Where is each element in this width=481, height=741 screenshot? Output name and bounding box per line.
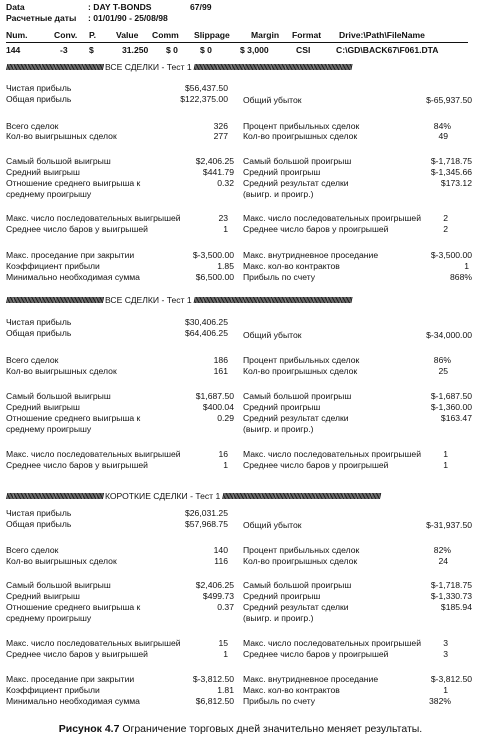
figure-number: Рисунок 4.7 bbox=[58, 723, 120, 735]
largest-loss-label: Самый большой проигрыш bbox=[243, 580, 352, 590]
max-consec-loss-value: 1 bbox=[443, 449, 448, 459]
ratio-label: Отношение среднего выигрыша к bbox=[6, 602, 141, 612]
column-header: Num. bbox=[6, 30, 28, 40]
avg-loss-label: Средний проигрыш bbox=[243, 591, 321, 601]
winning-trades-value: 277 bbox=[213, 131, 228, 141]
ratio-label: среднему проигрышу bbox=[6, 424, 92, 434]
avg-win-label: Средний выигрыш bbox=[6, 402, 80, 412]
avg-bars-loss-value: 3 bbox=[443, 649, 448, 659]
avg-win-label: Средний выигрыш bbox=[6, 167, 80, 177]
gross-profit-label: Общая прибыль bbox=[6, 328, 72, 338]
gross-loss-value: $-31,937.50 bbox=[426, 520, 472, 530]
avg-trade-label: (выигр. и проигр.) bbox=[243, 424, 314, 434]
avg-trade-value: $185.94 bbox=[440, 602, 472, 612]
gross-profit-label: Общая прибыль bbox=[6, 94, 72, 104]
avg-win-value: $499.73 bbox=[202, 591, 234, 601]
largest-loss-value: $-1,718.75 bbox=[430, 156, 472, 166]
winning-trades-value: 161 bbox=[213, 366, 228, 376]
header-rule bbox=[6, 42, 468, 43]
avg-trade-value: $163.47 bbox=[440, 413, 472, 423]
ratio-label: среднему проигрышу bbox=[6, 189, 92, 199]
slash-rule: ////////////////////////////////////////////////////////////////////// bbox=[6, 492, 104, 501]
return-value: 382% bbox=[429, 696, 451, 706]
total-trades-value: 186 bbox=[213, 355, 228, 365]
largest-loss-label: Самый большой проигрыш bbox=[243, 391, 352, 401]
winning-trades-label: Кол-во выигрышных сделок bbox=[6, 131, 117, 141]
losing-trades-value: 24 bbox=[438, 556, 448, 566]
ratio-label: Отношение среднего выигрыша к bbox=[6, 413, 141, 423]
dates-label: Расчетные даты bbox=[6, 13, 77, 23]
cell-num: 144 bbox=[6, 45, 21, 55]
slash-rule: ////////////////////////////////////////////////////////////////////////////////////////////////////////////////// bbox=[193, 63, 352, 72]
slash-rule: ////////////////////////////////////////////////////////////////////// bbox=[6, 63, 104, 72]
section-separator bbox=[6, 492, 476, 501]
avg-trade-label: (выигр. и проигр.) bbox=[243, 613, 314, 623]
max-consec-win-value: 23 bbox=[218, 213, 228, 223]
avg-bars-win-label: Среднее число баров у выигрышей bbox=[6, 460, 148, 470]
section-separator bbox=[6, 63, 476, 72]
largest-win-label: Самый большой выигрыш bbox=[6, 580, 111, 590]
ratio-value: 0.29 bbox=[217, 413, 234, 423]
largest-loss-label: Самый большой проигрыш bbox=[243, 156, 352, 166]
ratio-label: Отношение среднего выигрыша к bbox=[6, 178, 141, 188]
gross-loss-value: $-34,000.00 bbox=[426, 330, 472, 340]
profit-factor-label: Коэффициент прибыли bbox=[6, 685, 100, 695]
slash-rule: ////////////////////////////////////////////////////////////////////// bbox=[6, 296, 104, 305]
data-code: 67/99 bbox=[190, 2, 212, 12]
max-consec-win-label: Макс. число последовательных выигрышей bbox=[6, 213, 181, 223]
max-consec-loss-value: 2 bbox=[443, 213, 448, 223]
max-contracts-value: 1 bbox=[464, 261, 469, 271]
min-account-value: $6,812.50 bbox=[195, 696, 234, 706]
largest-win-value: $1,687.50 bbox=[195, 391, 234, 401]
max-consec-loss-label: Макс. число последовательных проигрышей bbox=[243, 213, 422, 223]
total-trades-label: Всего сделок bbox=[6, 545, 59, 555]
column-header: Conv. bbox=[54, 30, 78, 40]
winning-trades-label: Кол-во выигрышных сделок bbox=[6, 556, 117, 566]
avg-win-label: Средний выигрыш bbox=[6, 591, 80, 601]
pct-profitable-value: 82% bbox=[433, 545, 451, 555]
profit-factor-value: 1.81 bbox=[217, 685, 234, 695]
pct-profitable-label: Процент прибыльных сделок bbox=[243, 545, 360, 555]
net-profit-value: $30,406.25 bbox=[184, 317, 228, 327]
avg-bars-loss-label: Среднее число баров у проигрышей bbox=[243, 460, 389, 470]
pct-profitable-value: 86% bbox=[433, 355, 451, 365]
return-label: Прибыль по счету bbox=[243, 696, 316, 706]
avg-bars-win-label: Среднее число баров у выигрышей bbox=[6, 224, 148, 234]
cell-format: CSI bbox=[296, 45, 311, 55]
max-consec-loss-label: Макс. число последовательных проигрышей bbox=[243, 638, 422, 648]
max-dd-close-value: $-3,812.50 bbox=[192, 674, 234, 684]
gross-loss-label: Общий убыток bbox=[243, 95, 302, 105]
slash-rule: ////////////////////////////////////////////////////////////////////////////////////////////////////////////////// bbox=[222, 492, 381, 501]
total-trades-value: 326 bbox=[213, 121, 228, 131]
gross-loss-label: Общий убыток bbox=[243, 330, 302, 340]
losing-trades-label: Кол-во проигрышных сделок bbox=[243, 556, 358, 566]
losing-trades-label: Кол-во проигрышных сделок bbox=[243, 131, 358, 141]
avg-loss-value: $-1,330.73 bbox=[430, 591, 472, 601]
max-dd-intra-label: Макс. внутридневное проседание bbox=[243, 250, 379, 260]
gross-loss-label: Общий убыток bbox=[243, 520, 302, 530]
min-account-value: $6,500.00 bbox=[195, 272, 234, 282]
avg-trade-label: (выигр. и проигр.) bbox=[243, 189, 314, 199]
max-dd-close-label: Макс. проседание при закрытии bbox=[6, 674, 135, 684]
avg-loss-value: $-1,345.66 bbox=[430, 167, 472, 177]
losing-trades-value: 49 bbox=[438, 131, 448, 141]
avg-trade-label: Средний результат сделки bbox=[243, 413, 349, 423]
net-profit-value: $26,031.25 bbox=[184, 508, 228, 518]
avg-trade-value: $173.12 bbox=[440, 178, 472, 188]
cell-conv: -3 bbox=[60, 45, 68, 55]
slash-rule: ////////////////////////////////////////////////////////////////////////////////////////////////////////////////// bbox=[193, 296, 352, 305]
avg-trade-label: Средний результат сделки bbox=[243, 602, 349, 612]
dates-value: : 01/01/90 - 25/08/98 bbox=[88, 13, 168, 23]
avg-loss-value: $-1,360.00 bbox=[430, 402, 472, 412]
ratio-value: 0.37 bbox=[217, 602, 234, 612]
largest-loss-value: $-1,687.50 bbox=[430, 391, 472, 401]
largest-win-label: Самый большой выигрыш bbox=[6, 156, 111, 166]
pct-profitable-label: Процент прибыльных сделок bbox=[243, 355, 360, 365]
column-header: Comm bbox=[152, 30, 179, 40]
gross-profit-label: Общая прибыль bbox=[6, 519, 72, 529]
gross-loss-value: $-65,937.50 bbox=[426, 95, 472, 105]
avg-trade-label: Средний результат сделки bbox=[243, 178, 349, 188]
pct-profitable-value: 84% bbox=[433, 121, 451, 131]
largest-win-value: $2,406.25 bbox=[195, 580, 234, 590]
section-separator bbox=[6, 296, 476, 305]
ratio-value: 0.32 bbox=[217, 178, 234, 188]
data-label: Data bbox=[6, 2, 25, 12]
max-contracts-label: Макс. кол-во контрактов bbox=[243, 261, 340, 271]
largest-win-label: Самый большой выигрыш bbox=[6, 391, 111, 401]
max-consec-win-value: 15 bbox=[218, 638, 228, 648]
min-account-label: Минимально необходимая сумма bbox=[6, 272, 140, 282]
cell-comm: $ 0 bbox=[166, 45, 178, 55]
column-header: Slippage bbox=[194, 30, 230, 40]
max-contracts-label: Макс. кол-во контрактов bbox=[243, 685, 340, 695]
avg-bars-win-value: 1 bbox=[223, 460, 228, 470]
cell-value: 31.250 bbox=[122, 45, 149, 55]
pct-profitable-label: Процент прибыльных сделок bbox=[243, 121, 360, 131]
max-dd-intra-label: Макс. внутридневное проседание bbox=[243, 674, 379, 684]
winning-trades-value: 116 bbox=[214, 556, 228, 566]
avg-loss-label: Средний проигрыш bbox=[243, 167, 321, 177]
net-profit-label: Чистая прибыль bbox=[6, 317, 72, 327]
avg-bars-loss-value: 2 bbox=[443, 224, 448, 234]
avg-bars-loss-value: 1 bbox=[443, 460, 448, 470]
max-contracts-value: 1 bbox=[443, 685, 448, 695]
max-dd-close-value: $-3,500.00 bbox=[192, 250, 234, 260]
net-profit-label: Чистая прибыль bbox=[6, 83, 72, 93]
max-consec-win-label: Макс. число последовательных выигрышей bbox=[6, 449, 181, 459]
winning-trades-label: Кол-во выигрышных сделок bbox=[6, 366, 117, 376]
max-consec-loss-label: Макс. число последовательных проигрышей bbox=[243, 449, 422, 459]
cell-p: $ bbox=[89, 45, 94, 55]
cell-file: C:\GD\BACK67\F061.DTA bbox=[336, 45, 439, 55]
avg-loss-label: Средний проигрыш bbox=[243, 402, 321, 412]
section-title: ВСЕ СДЕЛКИ - Тест 1 bbox=[104, 296, 192, 305]
gross-profit-value: $57,968.75 bbox=[184, 519, 228, 529]
column-header: P. bbox=[89, 30, 97, 40]
column-header: Margin bbox=[251, 30, 280, 40]
total-trades-value: 140 bbox=[213, 545, 228, 555]
column-header: Value bbox=[116, 30, 139, 40]
data-value: : DAY T-BONDS bbox=[88, 2, 152, 12]
losing-trades-label: Кол-во проигрышных сделок bbox=[243, 366, 358, 376]
avg-bars-win-label: Среднее число баров у выигрышей bbox=[6, 649, 148, 659]
section-title: ВСЕ СДЕЛКИ - Тест 1 bbox=[104, 63, 192, 72]
max-dd-intra-value: $-3,500.00 bbox=[430, 250, 472, 260]
max-dd-close-label: Макс. проседание при закрытии bbox=[6, 250, 135, 260]
column-header: Format bbox=[292, 30, 322, 40]
figure-caption bbox=[0, 724, 481, 735]
profit-factor-value: 1.85 bbox=[217, 261, 234, 271]
gross-profit-value: $64,406.25 bbox=[184, 328, 228, 338]
avg-bars-loss-label: Среднее число баров у проигрышей bbox=[243, 224, 389, 234]
largest-win-value: $2,406.25 bbox=[195, 156, 234, 166]
avg-win-value: $400.04 bbox=[202, 402, 234, 412]
ratio-label: среднему проигрышу bbox=[6, 613, 92, 623]
column-header: Drive:\Path\FileName bbox=[339, 30, 425, 40]
min-account-label: Минимально необходимая сумма bbox=[6, 696, 140, 706]
max-consec-loss-value: 3 bbox=[443, 638, 448, 648]
total-trades-label: Всего сделок bbox=[6, 121, 59, 131]
avg-bars-win-value: 1 bbox=[223, 649, 228, 659]
section-title: КОРОТКИЕ СДЕЛКИ - Тест 1 bbox=[104, 492, 221, 501]
figure-caption-text: Ограничение торговых дней значительно меняет результаты. bbox=[119, 723, 423, 735]
net-profit-label: Чистая прибыль bbox=[6, 508, 72, 518]
max-dd-intra-value: $-3,812.50 bbox=[430, 674, 472, 684]
cell-slippage: $ 0 bbox=[200, 45, 212, 55]
total-trades-label: Всего сделок bbox=[6, 355, 59, 365]
return-value: 868% bbox=[450, 272, 472, 282]
cell-margin: $ 3,000 bbox=[240, 45, 269, 55]
losing-trades-value: 25 bbox=[438, 366, 448, 376]
return-label: Прибыль по счету bbox=[243, 272, 316, 282]
largest-loss-value: $-1,718.75 bbox=[430, 580, 472, 590]
max-consec-win-label: Макс. число последовательных выигрышей bbox=[6, 638, 181, 648]
net-profit-value: $56,437.50 bbox=[184, 83, 228, 93]
gross-profit-value: $122,375.00 bbox=[180, 94, 228, 104]
avg-bars-win-value: 1 bbox=[223, 224, 228, 234]
avg-bars-loss-label: Среднее число баров у проигрышей bbox=[243, 649, 389, 659]
max-consec-win-value: 16 bbox=[218, 449, 228, 459]
profit-factor-label: Коэффициент прибыли bbox=[6, 261, 100, 271]
avg-win-value: $441.79 bbox=[202, 167, 234, 177]
